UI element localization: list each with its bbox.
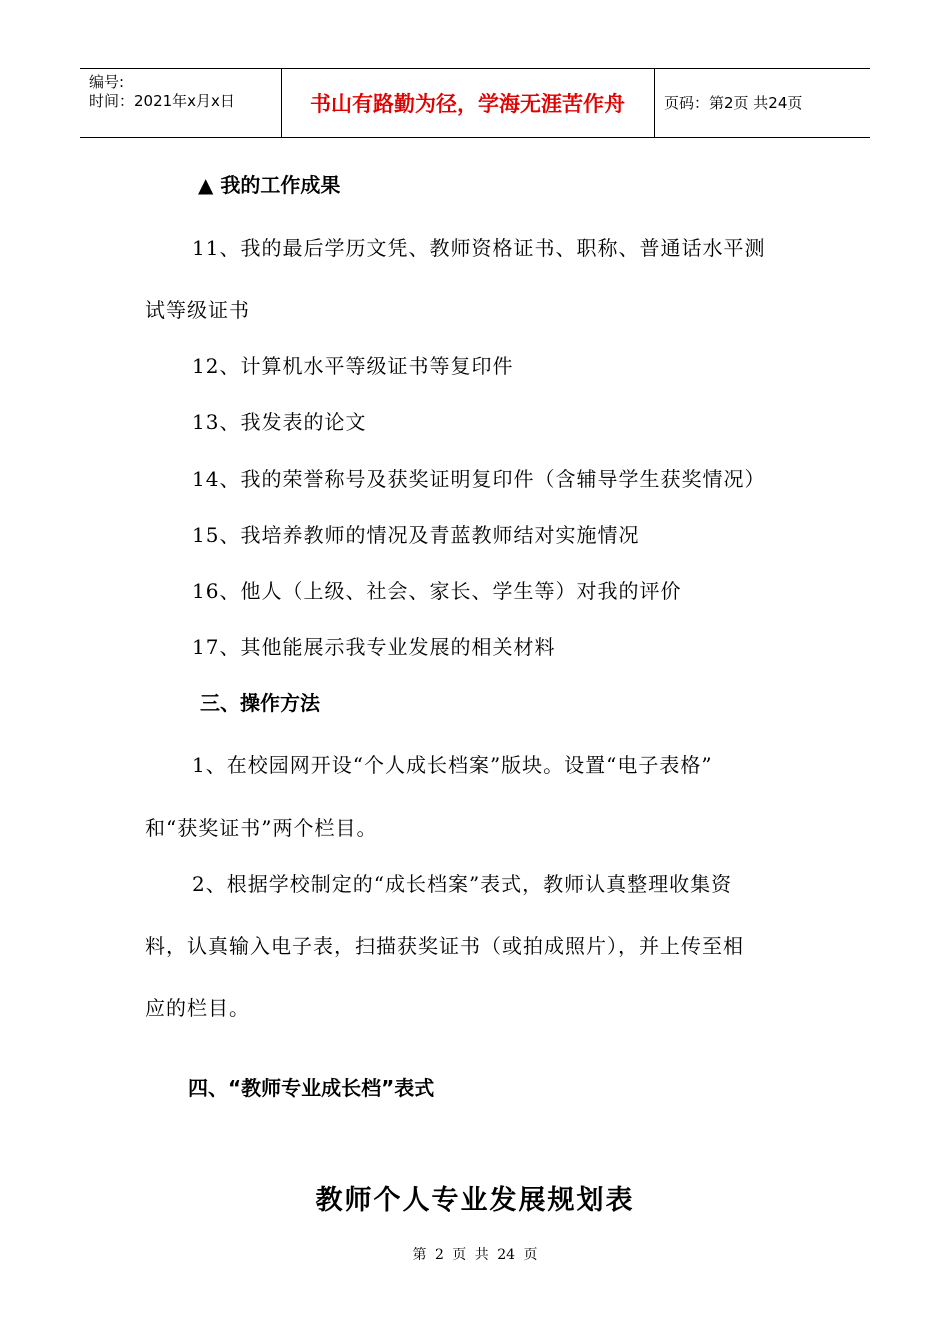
header-motto: 书山有路勤为径，学海无涯苦作舟	[310, 92, 625, 116]
list-item-12: 12、计算机水平等级证书等复印件	[192, 354, 514, 378]
method-step-1-line-1: 1、在校园网开设“个人成长档案”版块。设置“电子表格”	[192, 753, 713, 777]
list-item-17: 17、其他能展示我专业发展的相关材料	[192, 635, 556, 659]
method-step-2-line-1: 2、根据学校制定的“成长档案”表式，教师认真整理收集资	[192, 872, 733, 896]
section-heading-growth-file-form: 四、“教师专业成长档”表式	[188, 1076, 435, 1100]
header-right-cell	[655, 69, 870, 137]
header-left-cell	[80, 69, 282, 137]
section-heading-work-results: ▲ 我的工作成果	[198, 173, 341, 197]
header-motto-cell	[281, 69, 655, 137]
document-time-label: 时间：2021年x月x日	[89, 92, 235, 110]
method-step-1-line-2: 和“获奖证书”两个栏目。	[145, 816, 378, 840]
page-header	[80, 68, 870, 138]
list-item-11-line-2: 试等级证书	[145, 298, 250, 322]
list-item-15: 15、我培养教师的情况及青蓝教师结对实施情况	[192, 523, 640, 547]
list-item-13: 13、我发表的论文	[192, 410, 367, 434]
document-title: 教师个人专业发展规划表	[315, 1185, 635, 1216]
method-step-2-line-2: 料，认真输入电子表，扫描获奖证书（或拍成照片），并上传至相	[145, 934, 744, 958]
list-item-14: 14、我的荣誉称号及获奖证明复印件（含辅导学生获奖情况）	[192, 467, 766, 491]
header-page-info: 页码：第2页 共24页	[664, 94, 803, 112]
document-number-label: 编号:	[89, 73, 125, 91]
method-step-2-line-3: 应的栏目。	[145, 996, 250, 1020]
section-heading-operation-method: 三、操作方法	[200, 691, 320, 715]
list-item-11-line-1: 11、我的最后学历文凭、教师资格证书、职称、普通话水平测	[192, 236, 766, 260]
list-item-16: 16、他人（上级、社会、家长、学生等）对我的评价	[192, 579, 682, 603]
page-footer: 第 2 页 共 24 页	[412, 1247, 538, 1263]
